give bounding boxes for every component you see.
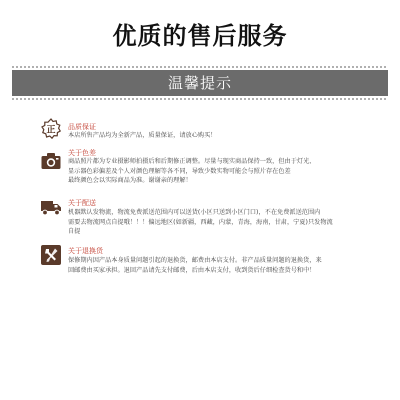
section-line: 机器默认发物流，物流免费派送范围内可以送货(小区只送到小区门口)，不在免费派送范围内: [68, 209, 321, 216]
section-line: 回邮费由买家承担。退回产品请先支付邮费，后由本店支付，收到货后仔细检查货号和中！: [68, 266, 316, 274]
section-body: [68, 157, 386, 186]
banner-label: 温馨提示: [12, 70, 388, 96]
page-title: 优质的售后服务: [112, 22, 288, 50]
section-line: 需要去物流网点自提哦！！！偏远地区(如新疆，西藏，内蒙，青海，海南，甘肃，宁夏)只发物流: [68, 218, 333, 226]
camera-icon: [40, 150, 62, 172]
tips-banner: [12, 66, 388, 100]
section-title: 品质保证: [68, 123, 96, 131]
section-line: 本店所售产品均为全新产品，质量保证，请放心购买！: [68, 132, 217, 139]
section-title: 关于退换货: [68, 247, 103, 255]
section-line: 保修期内因产品本身质量问题引起的退换货，邮费由本店支付。非产品质量问题的退换货，来: [68, 257, 322, 264]
return-tools-icon: [40, 244, 62, 266]
quality-seal-glyph: 正: [46, 125, 56, 136]
banner-top-dotted-line: [12, 66, 388, 68]
section-body: [68, 208, 386, 237]
section-line: 最终颜色会以实际商品为准。谢谢亲的理解！: [68, 177, 192, 184]
delivery-truck-icon: [40, 196, 62, 218]
section-line: 商品照片都为专业摄影师拍摄后和后期修正调整。尽量与现实商品保持一致，但由于灯光、: [68, 158, 316, 165]
section-title: 关于色差: [68, 149, 96, 157]
section-body: [68, 256, 386, 275]
section-line: 自提: [68, 228, 81, 235]
section-title: 关于配送: [68, 199, 96, 207]
section-line: 显示器色彩偏差及个人对颜色理解等各不同，导致少数实物可能会与照片存在色差: [68, 167, 291, 175]
section-body: [68, 131, 386, 141]
banner-bottom-dotted-line: [12, 98, 388, 100]
quality-seal-icon: [40, 118, 62, 140]
